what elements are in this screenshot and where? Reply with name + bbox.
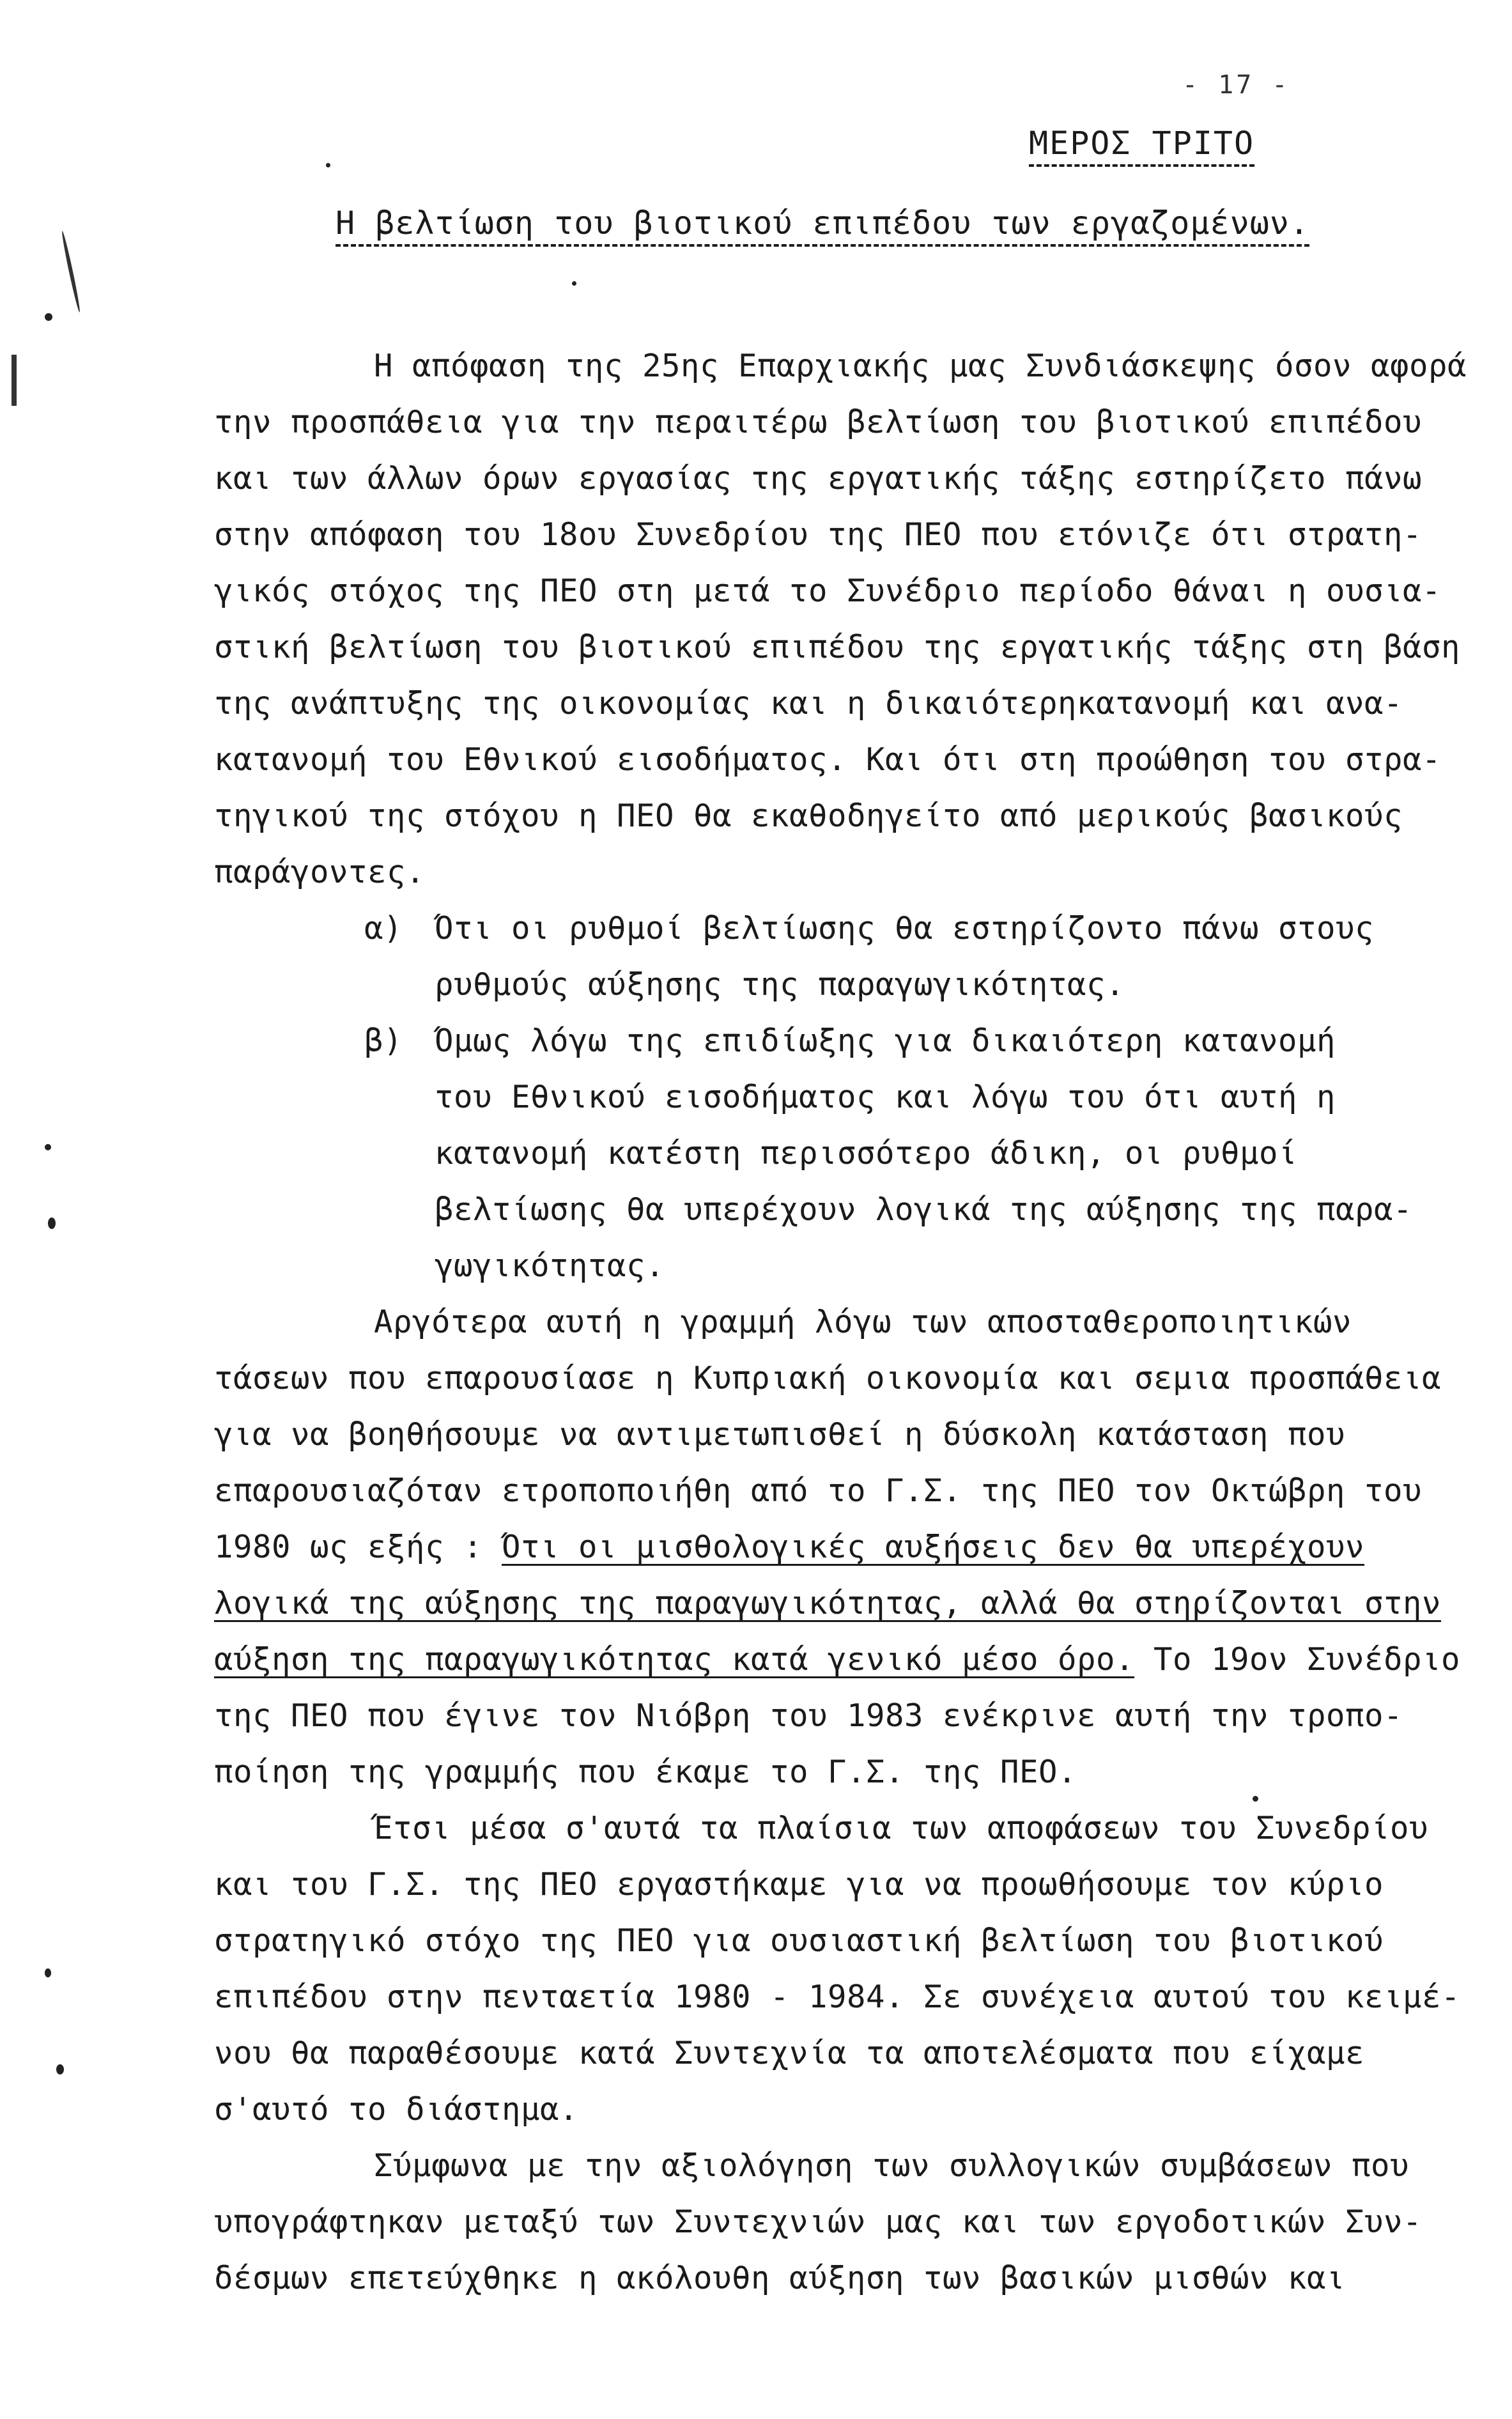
body-line: τάσεων που επαρουσίασε η Κυπριακή οικονομία και σεμια προσπάθεια xyxy=(214,1360,1442,1396)
underlined-text: Ότι οι μισθολογικές αυξήσεις δεν θα υπερέχουν xyxy=(502,1529,1365,1565)
body-line: υπογράφτηκαν μεταξύ των Συντεχνιών μας και των εργοδοτικών Συν- xyxy=(214,2204,1423,2240)
underlined-text: λογικά της αύξησης της παραγωγικότητας, αλλά θα στηρίζονται στην xyxy=(214,1585,1442,1621)
body-line: τηγικού της στόχου η ΠΕΟ θα εκαθοδηγείτο από μερικούς βασικούς xyxy=(214,798,1403,834)
body-line: κατανομή του Εθνικού εισοδήματος. Και ότι στη προώθηση του στρα- xyxy=(214,741,1442,778)
body-line: επιπέδου στην πενταετία 1980 - 1984. Σε συνέχεια αυτού του κειμέ- xyxy=(214,1979,1461,2015)
list-item-label: β) xyxy=(364,1023,403,1059)
list-item-text: γωγικότητας. xyxy=(435,1248,665,1284)
list-item-text: ρυθμούς αύξησης της παραγωγικότητας. xyxy=(435,966,1125,1003)
body-line: δέσμων επετεύχθηκε η ακόλουθη αύξηση των βασικών μισθών και xyxy=(214,2260,1346,2296)
speck xyxy=(572,281,576,286)
body-line: παράγοντες. xyxy=(214,854,426,890)
margin-dot xyxy=(45,313,52,321)
body-line: Η απόφαση της 25ης Επαρχιακής μας Συνδιάσκεψης όσον αφορά xyxy=(374,348,1467,384)
body-text: Το 19ον Συνέδριο xyxy=(1134,1641,1461,1678)
margin-dot xyxy=(45,1144,51,1150)
body-line: επαρουσιαζόταν ετροποποιήθη από το Γ.Σ. της ΠΕΟ τον Οκτώβρη του xyxy=(214,1472,1423,1509)
body-text: 1980 ως εξής : xyxy=(214,1529,502,1565)
body-line: και του Γ.Σ. της ΠΕΟ εργαστήκαμε για να προωθήσουμε τον κύριο xyxy=(214,1866,1384,1903)
body-line: στρατηγικό στόχο της ΠΕΟ για ουσιαστική βελτίωση του βιοτικού xyxy=(214,1922,1384,1959)
body-line: και των άλλων όρων εργασίας της εργατικής τάξης εστηρίζετο πάνω xyxy=(214,460,1423,497)
body-line: στική βελτίωση του βιοτικού επιπέδου της εργατικής τάξης στη βάση xyxy=(214,629,1461,665)
part-title: ΜΕΡΟΣ ΤΡΙΤΟ xyxy=(1029,125,1254,167)
list-item-text: κατανομή κατέστη περισσότερο άδικη, οι ρυθμοί xyxy=(435,1135,1298,1171)
body-line-mixed xyxy=(214,1641,1461,1678)
body-line: Αργότερα αυτή η γραμμή λόγω των αποσταθεροποιητικών xyxy=(374,1304,1352,1340)
body-line: ποίηση της γραμμής που έκαμε το Γ.Σ. της ΠΕΟ. xyxy=(214,1754,1077,1790)
body-line: την προσπάθεια για την περαιτέρω βελτίωση του βιοτικού επιπέδου xyxy=(214,404,1423,440)
body-line: στην απόφαση του 18ου Συνεδρίου της ΠΕΟ που ετόνιζε ότι στρατη- xyxy=(214,516,1423,553)
margin-bracket-mark xyxy=(61,231,82,313)
margin-dot xyxy=(56,2064,64,2075)
underlined-text: αύξηση της παραγωγικότητας κατά γενικό μέσο όρο. xyxy=(214,1641,1135,1678)
body-line: για να βοηθήσουμε να αντιμετωπισθεί η δύσκολη κατάσταση που xyxy=(214,1416,1346,1453)
list-item-label: α) xyxy=(364,910,403,947)
margin-dot xyxy=(48,1217,56,1229)
list-item-text: του Εθνικού εισοδήματος και λόγω του ότι αυτή η xyxy=(435,1079,1336,1115)
list-item-text: βελτίωσης θα υπερέχουν λογικά της αύξησης της παρα- xyxy=(435,1191,1413,1228)
list-item-text: Όμως λόγω της επιδίωξης για δικαιότερη κατανομή xyxy=(435,1023,1336,1059)
body-line: Σύμφωνα με την αξιολόγηση των συλλογικών συμβάσεων που xyxy=(374,2147,1410,2184)
body-line: της ΠΕΟ που έγινε τον Νιόβρη του 1983 ενέκρινε αυτή την τροπο- xyxy=(214,1697,1403,1734)
body-line: της ανάπτυξης της οικονομίας και η δικαιότερηκατανομή και ανα- xyxy=(214,685,1403,722)
margin-glyph xyxy=(12,355,17,406)
body-line-mixed xyxy=(214,1531,1364,1563)
margin-dot xyxy=(45,1968,51,1977)
body-line: γικός στόχος της ΠΕΟ στη μετά το Συνέδριο περίοδο θάναι η ουσια- xyxy=(214,573,1442,609)
body-line: νου θα παραθέσουμε κατά Συντεχνία τα αποτελέσματα που είχαμε xyxy=(214,2035,1365,2071)
section-title: Η βελτίωση του βιοτικού επιπέδου των εργαζομένων. xyxy=(336,205,1309,247)
page-number: - 17 - xyxy=(1182,70,1290,100)
speck xyxy=(1253,1796,1258,1802)
body-line: Έτσι μέσα σ'αυτά τα πλαίσια των αποφάσεων του Συνεδρίου xyxy=(374,1810,1429,1846)
list-item-text: Ότι οι ρυθμοί βελτίωσης θα εστηρίζοντο πάνω στους xyxy=(435,910,1375,947)
speck xyxy=(326,163,330,167)
body-line: σ'αυτό το διάστημα. xyxy=(214,2091,579,2128)
